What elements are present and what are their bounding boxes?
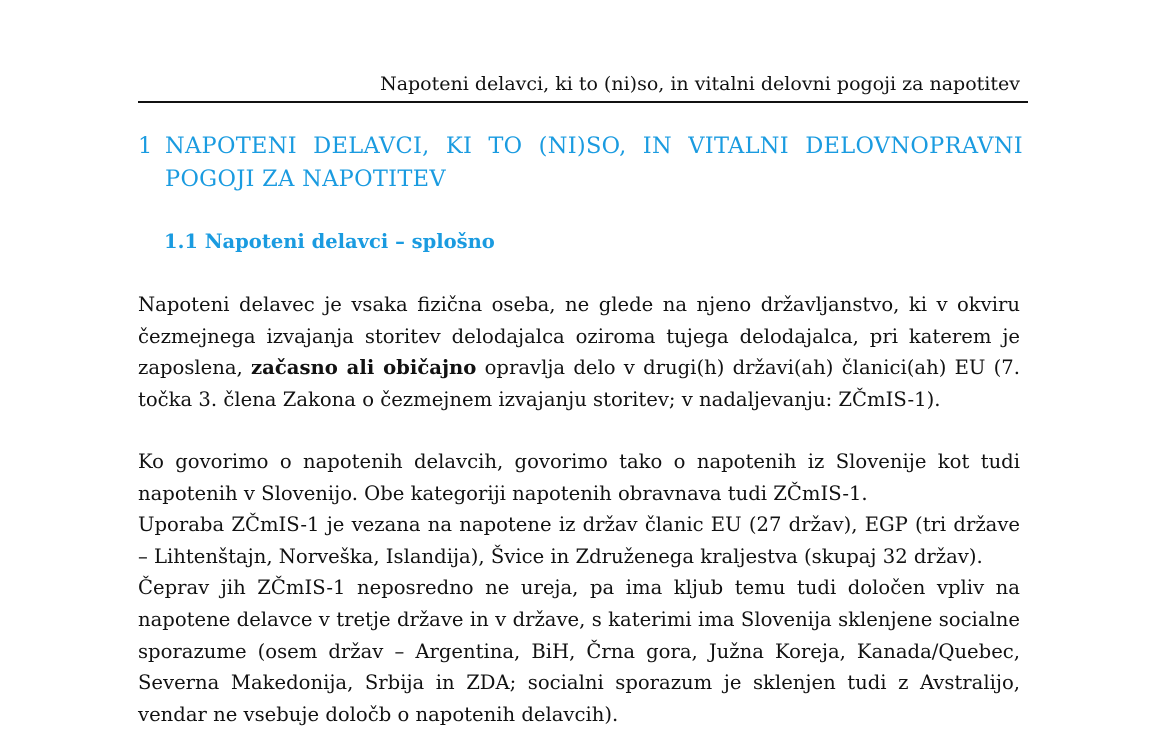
paragraph-both-directions: Ko govorimo o napotenih delavcih, govorimo tako o napotenih iz Slovenije kot tudi napotenih v Slovenijo. Obe kategoriji napotenih obravnava tudi ZČmIS-1. (138, 450, 1020, 505)
chapter-title: NAPOTENI DELAVCI, KI TO (NI)SO, IN VITALNI DELOVNOPRAVNI POGOJI ZA NAPOTITEV (165, 133, 1023, 192)
section-heading: 1.1 Napoteni delavci – splošno (164, 230, 495, 253)
emphasis-text: začasno ali običajno (251, 356, 477, 380)
paragraph-text: opravlja delo v drugi(h) državi(ah) članici(ah) EU (7. točka 3. člena Zakona o čezmejnem izvajanju storitev; v nadaljevanju: ZČmIS-1). (138, 356, 1020, 411)
chapter-heading (138, 130, 1023, 196)
body-paragraphs (138, 446, 1020, 730)
running-header: Napoteni delavci, ki to (ni)so, in vitalni delovni pogoji za napotitev (380, 73, 1020, 95)
chapter-number: 1 (138, 133, 153, 159)
header-rule (138, 101, 1028, 103)
paragraph-scope-of-application: Uporaba ZČmIS-1 je vezana na napotene iz držav članic EU (27 držav), EGP (tri države – Lihtenštajn, Norveška, Islandija), Švice in Združenega kraljestva (skupaj 32 držav). (138, 513, 1020, 568)
paragraph-third-countries: Čeprav jih ZČmIS-1 neposredno ne ureja, pa ima kljub temu tudi določen vpliv na napotene delavce v tretje države in v države, s katerimi ima Slovenija sklenjene socialne sporazume (osem držav – Argentina, BiH, Črna gora, Južna Koreja, Kanada/Quebec, Severna Makedonija, Srbija in ZDA; socialni sporazum je sklenjen tudi z Avstralijo, vendar ne vsebuje določb o napotenih delavcih). (138, 576, 1020, 726)
paragraph-posted-worker-definition (138, 289, 1020, 415)
paragraph-text: Napoteni delavec je vsaka fizična oseba, ne glede na njeno državljanstvo, ki v okviru čezmejnega izvajanja storitev delodajalca oziroma tujega delodajalca, pri katerem je zaposlena, (138, 293, 1020, 380)
